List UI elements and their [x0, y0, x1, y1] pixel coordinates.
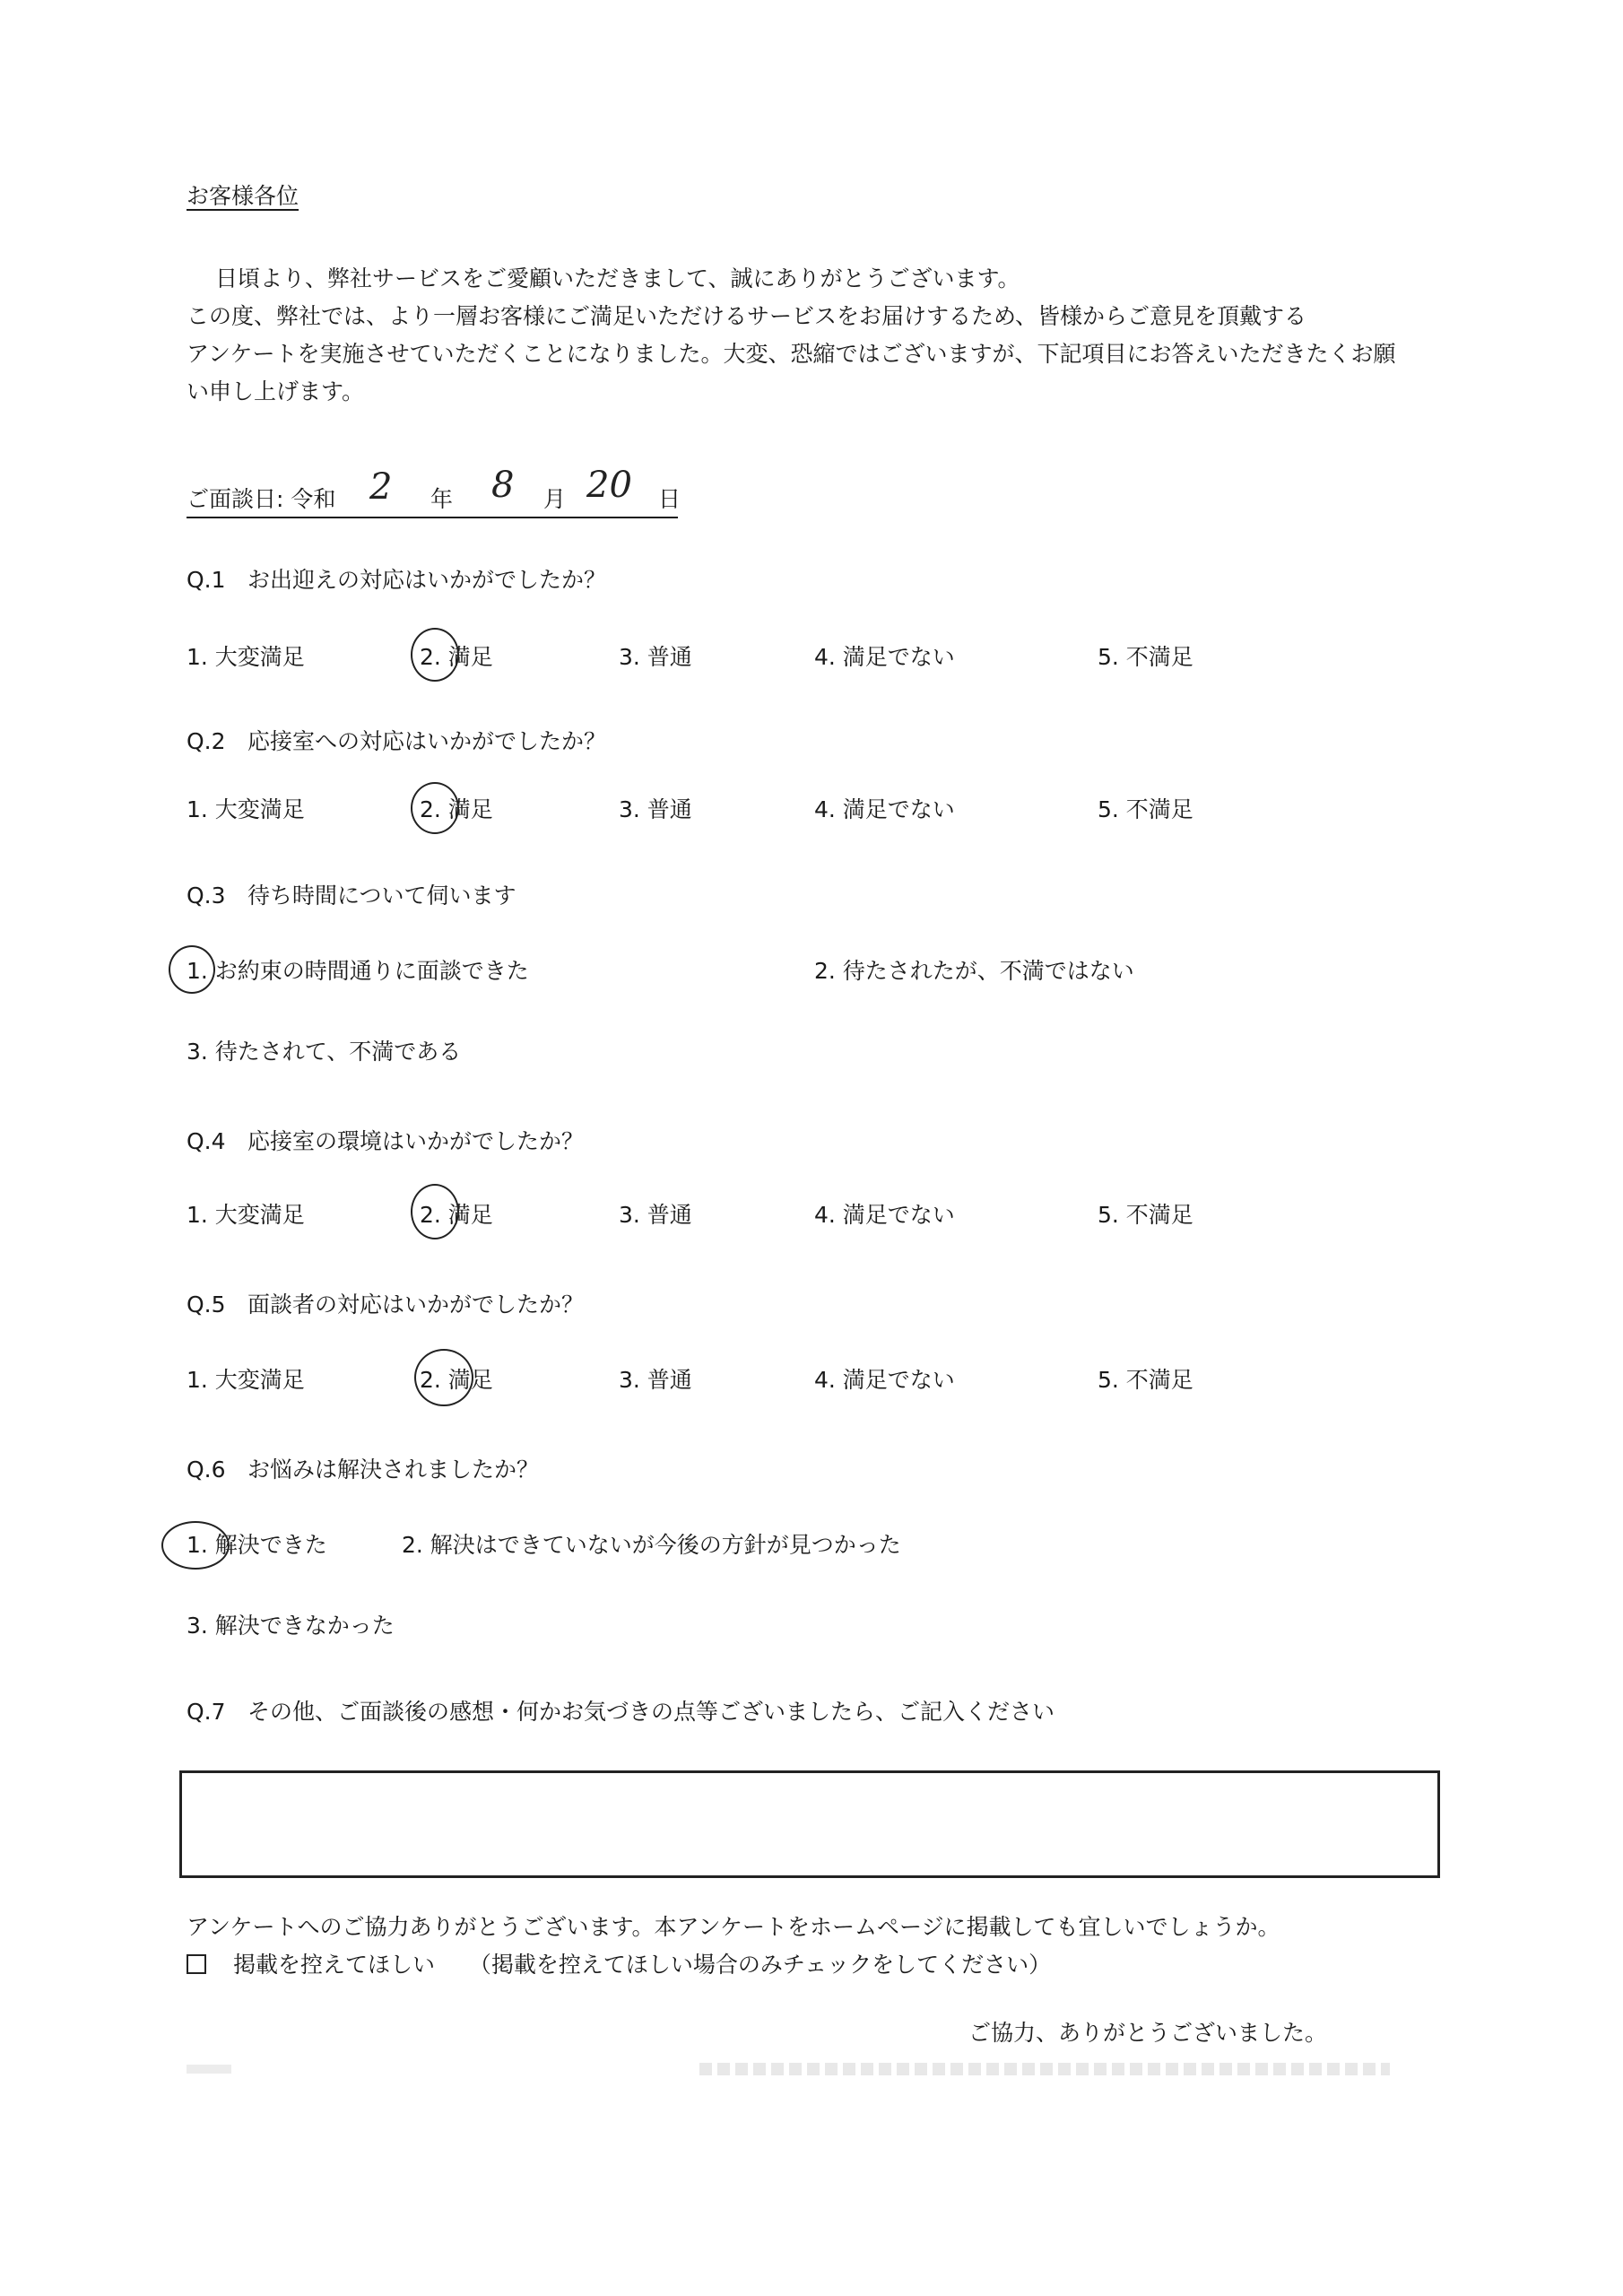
publish-consent-row — [187, 1950, 1051, 1980]
intro-line-1: 日頃より、弊社サービスをご愛顧いただきまして、誠にありがとうございます。 — [215, 265, 1020, 291]
q3-option-2[interactable]: 2. 待たされたが、不満ではない — [814, 958, 1134, 984]
handwritten-day[interactable]: 20 — [586, 465, 632, 506]
q6-option-2[interactable]: 2. 解決はできていないが今後の方針が見つかった — [402, 1532, 901, 1558]
comment-box[interactable] — [179, 1770, 1440, 1878]
q4-option-5[interactable]: 5. 不満足 — [1098, 1202, 1193, 1228]
q2-option-2[interactable]: 2. 満足 — [420, 796, 493, 822]
publish-opt-out-checkbox[interactable] — [187, 1954, 206, 1974]
comment-value — [182, 1773, 1437, 1791]
salutation: お客様各位 — [187, 183, 299, 209]
month-unit: 月 — [543, 486, 567, 512]
day-unit: 日 — [658, 486, 681, 512]
q2-number: Q.2 — [187, 728, 226, 754]
q4-option-3[interactable]: 3. 普通 — [619, 1202, 692, 1228]
q3-option-3[interactable]: 3. 待たされて、不満である — [187, 1039, 462, 1065]
handwritten-era-year[interactable]: 2 — [369, 466, 393, 508]
q6-text: お悩みは解決されましたか？ — [247, 1457, 540, 1483]
handwritten-month[interactable]: 8 — [491, 465, 515, 506]
q6-option-3[interactable]: 3. 解決できなかった — [187, 1613, 395, 1639]
q5-option-1[interactable]: 1. 大変満足 — [187, 1367, 305, 1393]
publish-checkbox-note: （掲載を控えてほしい場合のみチェックをしてください） — [468, 1952, 1052, 1978]
year-unit: 年 — [430, 486, 454, 512]
date-underline — [187, 517, 678, 518]
q2-option-1[interactable]: 1. 大変満足 — [187, 796, 305, 822]
q4-option-4[interactable]: 4. 満足でない — [814, 1202, 955, 1228]
q7-number: Q.7 — [187, 1699, 226, 1725]
q6-option-1[interactable]: 1. 解決できた — [187, 1532, 327, 1558]
q5-number: Q.5 — [187, 1292, 226, 1318]
q5-option-5[interactable]: 5. 不満足 — [1098, 1367, 1193, 1393]
closing-message: ご協力、ありがとうございました。 — [968, 2020, 1328, 2046]
q2-text: 応接室への対応はいかがでしたか？ — [247, 728, 607, 754]
intro-line-2: この度、弊社では、より一層お客様にご満足いただけるサービスをお届けするため、皆様からご意見を頂戴する — [187, 303, 1307, 329]
q6-number: Q.6 — [187, 1457, 226, 1483]
q1-text: お出迎えの対応はいかがでしたか？ — [247, 567, 607, 593]
intro-line-3: アンケートを実施させていただくことになりました。大変、恐縮ではございますが、下記項目にお答えいただきたくお願 — [187, 341, 1396, 367]
q1-option-4[interactable]: 4. 満足でない — [814, 644, 955, 670]
q1-option-2[interactable]: 2. 満足 — [420, 644, 493, 670]
q4-number: Q.4 — [187, 1128, 226, 1154]
q1-option-1[interactable]: 1. 大変満足 — [187, 644, 305, 670]
q2-option-4[interactable]: 4. 満足でない — [814, 796, 955, 822]
q3-text: 待ち時間について伺います — [247, 883, 516, 909]
q1-option-5[interactable]: 5. 不満足 — [1098, 644, 1193, 670]
q2-option-3[interactable]: 3. 普通 — [619, 796, 692, 822]
q1-number: Q.1 — [187, 567, 226, 593]
q3-number: Q.3 — [187, 883, 226, 909]
faint-footer-artifact — [699, 2063, 1390, 2075]
intro-line-4: い申し上げます。 — [187, 378, 365, 404]
q5-text: 面談者の対応はいかがでしたか？ — [247, 1292, 585, 1318]
faint-footer-mark — [187, 2065, 231, 2074]
q7-text: その他、ご面談後の感想・何かお気づきの点等ございましたら、ご記入ください — [247, 1699, 1055, 1725]
q5-option-2[interactable]: 2. 満足 — [420, 1367, 493, 1393]
publish-checkbox-label[interactable]: 掲載を控えてほしい — [232, 1952, 435, 1978]
q2-option-5[interactable]: 5. 不満足 — [1098, 796, 1193, 822]
q5-option-3[interactable]: 3. 普通 — [619, 1367, 692, 1393]
q5-option-4[interactable]: 4. 満足でない — [814, 1367, 955, 1393]
q4-text: 応接室の環境はいかがでしたか？ — [247, 1128, 585, 1154]
q1-option-3[interactable]: 3. 普通 — [619, 644, 692, 670]
publish-question: アンケートへのご協力ありがとうございます。本アンケートをホームページに掲載しても宜しいでしょうか。 — [187, 1914, 1280, 1940]
interview-date-label: ご面談日: 令和 — [187, 486, 336, 512]
q4-option-2[interactable]: 2. 満足 — [420, 1202, 493, 1228]
q4-option-1[interactable]: 1. 大変満足 — [187, 1202, 305, 1228]
q3-option-1[interactable]: 1. お約束の時間通りに面談できた — [187, 958, 529, 984]
